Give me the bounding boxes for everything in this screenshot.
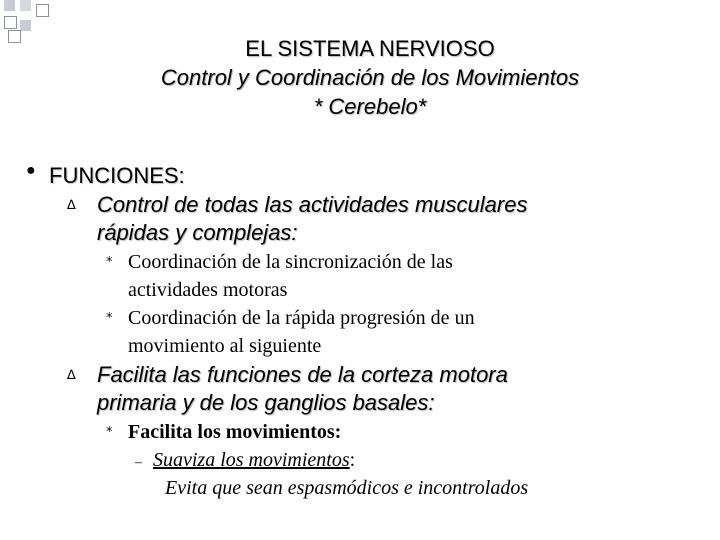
point2-sub1-line1: Facilita los movimientos: <box>128 421 342 443</box>
point2-sub1-line3: Evita que sean espasmódicos e incontrolados <box>165 477 529 499</box>
title-line-1: EL SISTEMA NERVIOSO <box>245 36 495 61</box>
title-line-2: Control y Coordinación de los Movimientos <box>160 65 580 90</box>
asterisk-marker: * <box>106 255 113 270</box>
point2-line1: Facilita las funciones de la corteza motora <box>97 362 508 387</box>
title-line-3: * Cerebelo* <box>313 94 427 119</box>
slide-title <box>0 34 720 121</box>
asterisk-marker: * <box>106 311 113 326</box>
point1-sub1-line2: actividades motoras <box>128 279 288 301</box>
delta-marker: ∆ <box>67 198 76 213</box>
point1-sub1-line1: Coordinación de la sincronización de las <box>128 251 453 273</box>
point1-sub2-line1: Coordinación de la rápida progresión de un <box>128 307 475 329</box>
suaviza-colon: : <box>349 449 356 471</box>
funciones-heading: FUNCIONES: <box>49 163 185 188</box>
point2-sub1-line2 <box>135 446 355 477</box>
point1-sub2-line2: movimiento al siguiente <box>128 335 322 357</box>
main-bullet: ● <box>26 162 36 179</box>
dash-marker: – <box>135 455 142 470</box>
suaviza-text: Suaviza los movimientos <box>153 449 350 471</box>
asterisk-marker: * <box>106 425 113 440</box>
point2-line2: primaria y de los ganglios basales: <box>97 390 435 415</box>
point1-line1: Control de todas las actividades musculares <box>97 192 528 217</box>
point1-line2: rápidas y complejas: <box>97 220 298 245</box>
delta-marker: ∆ <box>67 368 76 383</box>
